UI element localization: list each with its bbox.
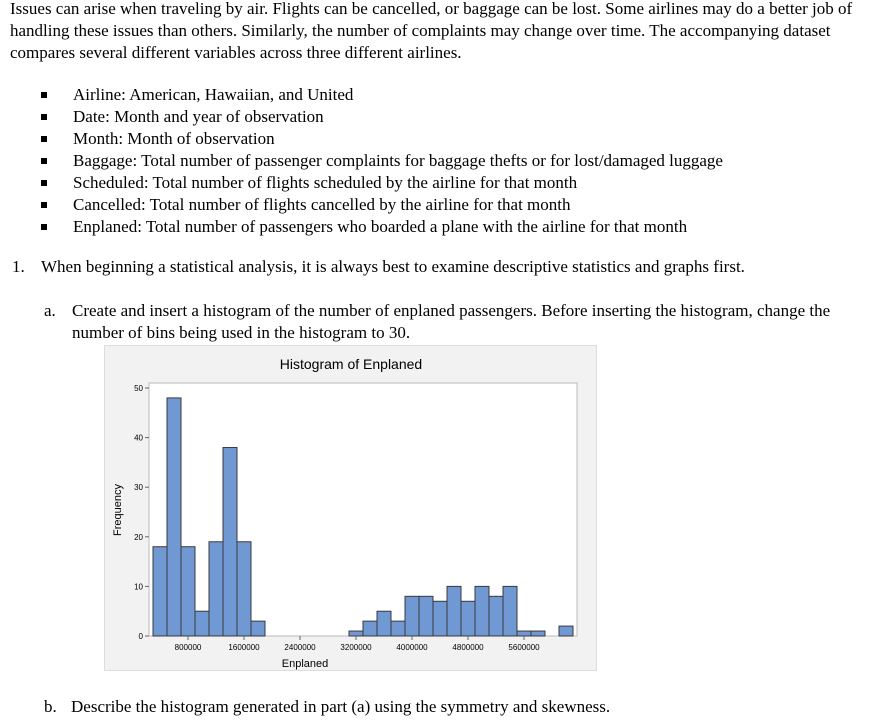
variable-text: Scheduled: Total number of flights scheduled by the airline for that month	[73, 173, 578, 192]
bullet-icon	[41, 202, 47, 208]
part-b-text: Describe the histogram generated in part (a) using the symmetry and skewness.	[71, 697, 611, 716]
histogram-bar	[517, 631, 531, 636]
variable-item	[73, 172, 723, 194]
histogram-bar	[181, 547, 195, 636]
part-b	[44, 697, 610, 717]
histogram-bar	[447, 586, 461, 636]
variable-item	[73, 106, 723, 128]
x-tick-label: 5600000	[508, 643, 540, 652]
histogram-bar	[363, 621, 377, 636]
histogram-bar	[475, 586, 489, 636]
variable-text: Month: Month of observation	[73, 129, 275, 148]
histogram-bar	[195, 611, 209, 636]
histogram-bar	[559, 626, 573, 636]
histogram-bar	[391, 621, 405, 636]
y-tick-label: 20	[134, 532, 143, 542]
histogram-bar	[209, 542, 223, 636]
variable-text: Enplaned: Total number of passengers who boarded a plane with the airline for that month	[73, 217, 688, 236]
chart-title: Histogram of Enplaned	[279, 356, 423, 372]
variable-item	[73, 84, 723, 106]
part-a-text: Create and insert a histogram of the number of enplaned passengers. Before inserting the histogram, change the number of bins being used in the histogram to 30.	[72, 301, 831, 342]
bullet-icon	[41, 158, 47, 164]
intro-paragraph: Issues can arise when traveling by air. Flights can be cancelled, or baggage can be lost. Some airlines may do a better job of handling these issues than others. Similarly, the number of complaints may change over time. The accompanying dataset compares several different variables across three different airlines.	[10, 0, 853, 62]
x-tick-label: 800000	[174, 643, 202, 652]
histogram-bar	[167, 398, 181, 636]
histogram-bar	[153, 547, 167, 636]
bullet-icon	[41, 114, 47, 120]
y-tick-label: 10	[134, 582, 143, 592]
histogram-bar	[461, 601, 475, 636]
x-tick-label: 2400000	[284, 643, 316, 652]
histogram-bar	[237, 542, 251, 636]
x-tick-label: 4000000	[396, 643, 428, 652]
part-a	[44, 300, 831, 342]
question-1	[12, 257, 745, 277]
x-axis-label: Enplaned	[281, 658, 329, 670]
variable-text: Baggage: Total number of passenger complaints for baggage thefts or for lost/damaged luggage	[73, 151, 723, 170]
x-tick-label: 4800000	[452, 643, 484, 652]
x-tick-label: 1600000	[228, 643, 260, 652]
y-tick-label: 50	[134, 384, 143, 393]
variable-item	[73, 216, 723, 238]
variable-text: Airline: American, Hawaiian, and United	[73, 85, 354, 104]
variable-text: Date: Month and year of observation	[73, 107, 324, 126]
y-axis-label: Frequency	[112, 484, 124, 536]
y-tick-label: 0	[138, 632, 143, 641]
x-tick-label: 3200000	[340, 643, 372, 652]
question-number: 1.	[12, 257, 25, 276]
histogram-chart	[104, 345, 597, 671]
bullet-icon	[41, 180, 47, 186]
question-text: When beginning a statistical analysis, it is always best to examine descriptive statistics and graphs first.	[41, 257, 745, 276]
histogram-bar	[223, 448, 237, 636]
histogram-bar	[349, 631, 363, 636]
histogram-svg	[105, 346, 598, 672]
variable-item	[73, 194, 723, 216]
bullet-icon	[41, 92, 47, 98]
variable-item	[73, 128, 723, 150]
variable-list	[0, 84, 723, 238]
histogram-bar	[503, 586, 517, 636]
histogram-bar	[251, 621, 265, 636]
histogram-bar	[405, 596, 419, 636]
histogram-bar	[531, 631, 545, 636]
histogram-bar	[433, 601, 447, 636]
histogram-bar	[377, 611, 391, 636]
y-tick-label: 40	[134, 433, 143, 443]
y-tick-label: 30	[134, 483, 143, 493]
part-a-label: a.	[44, 301, 56, 320]
variable-text: Cancelled: Total number of flights cancelled by the airline for that month	[73, 195, 571, 214]
bullet-icon	[41, 224, 47, 230]
histogram-bar	[419, 596, 433, 636]
histogram-bar	[489, 596, 503, 636]
bullet-icon	[41, 136, 47, 142]
part-b-label: b.	[44, 697, 57, 716]
variable-item	[73, 150, 723, 172]
